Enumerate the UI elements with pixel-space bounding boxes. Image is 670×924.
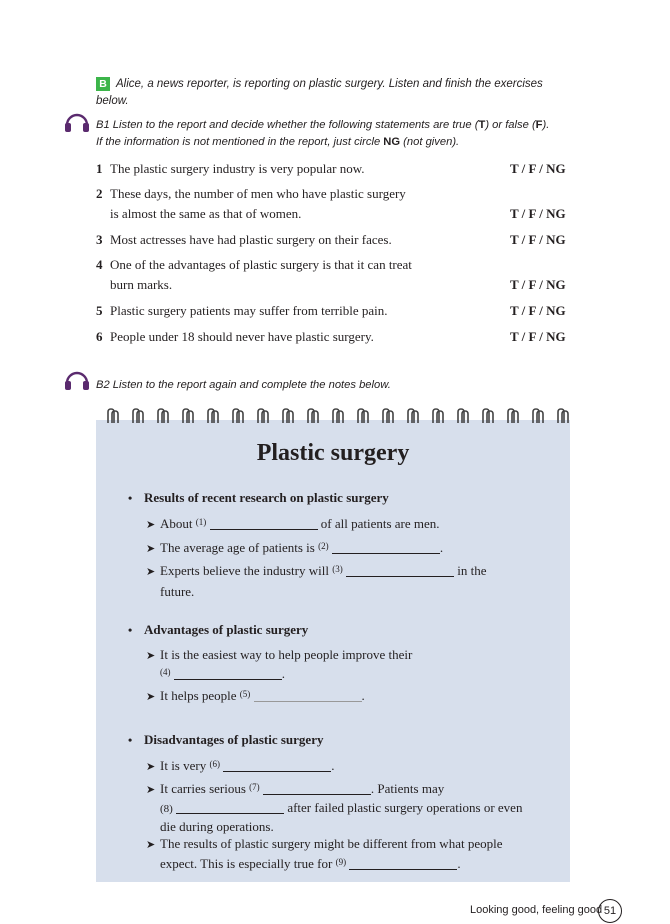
arrow-icon: ➤ (146, 691, 156, 703)
statement-number: 4 (96, 257, 103, 272)
note-text: About (160, 516, 196, 531)
note-7-8 (146, 777, 566, 837)
b1-instr-lead: B1 Listen to the report and decide whether the following statements are true ( (96, 119, 479, 131)
answer-blank-3[interactable] (346, 564, 454, 577)
statement-5 (96, 301, 576, 321)
tfng-choice[interactable]: T / F / NG (510, 206, 566, 221)
statement-number: 3 (96, 232, 103, 247)
statement-text: Plastic surgery patients may suffer from terrible pain. (110, 303, 388, 318)
note-text: It is the easiest way to help people improve their (160, 647, 413, 662)
answer-blank-1[interactable] (210, 517, 318, 530)
b1-false-symbol: F (535, 119, 543, 131)
spiral-ring-icon (431, 408, 444, 424)
note-text: . Patients may (370, 781, 445, 796)
spiral-ring-icon (281, 408, 294, 424)
statement-text: These days, the number of men who have plastic surgery (110, 186, 406, 201)
tfng-choice[interactable]: T / F / NG (510, 303, 566, 318)
note-text: of all patients are men. (317, 516, 440, 531)
statement-text: One of the advantages of plastic surgery is that it can treat (110, 257, 412, 272)
spiral-ring-icon (106, 408, 119, 424)
statement-number: 6 (96, 329, 103, 344)
note-text: . (439, 540, 444, 555)
spiral-ring-icon (206, 408, 219, 424)
statement-number: 5 (96, 303, 103, 318)
answer-blank-2[interactable] (332, 541, 440, 554)
spiral-ring-icon (531, 408, 544, 424)
note-text: It is very (160, 758, 210, 773)
b2-instructions: B2 Listen to the report again and complete the notes below. (96, 379, 391, 391)
note-text: It carries serious (160, 781, 250, 796)
blank-number: (6) (209, 759, 220, 769)
blank-number: (2) (318, 541, 329, 551)
tfng-choice[interactable]: T / F / NG (510, 161, 566, 176)
spiral-ring-icon (131, 408, 144, 424)
arrow-icon: ➤ (146, 784, 156, 796)
spiral-ring-icon (331, 408, 344, 424)
b1-ng-symbol: NG (383, 136, 401, 148)
note-text: die during operations. (160, 819, 274, 834)
arrow-icon: ➤ (146, 519, 156, 531)
headphones-icon[interactable] (64, 368, 90, 392)
answer-blank-8[interactable] (176, 801, 284, 814)
note-text: future. (160, 584, 195, 599)
blank-number: (5) (239, 689, 251, 699)
arrow-icon: ➤ (146, 543, 156, 555)
section-b-badge: B (96, 77, 110, 91)
note-text: in the (453, 563, 487, 578)
b1-instr-line2-tail: (not given). (400, 136, 460, 148)
note-3 (146, 559, 566, 602)
note-text: It helps people (160, 688, 240, 703)
statement-1 (96, 159, 576, 179)
statement-3 (96, 230, 576, 250)
tfng-choice[interactable]: T / F / NG (510, 277, 566, 292)
page-number: 51 (598, 899, 622, 923)
blank-number: (8) (160, 803, 173, 815)
advantages-heading (128, 622, 308, 638)
statement-text: Most actresses have had plastic surgery on their faces. (110, 232, 392, 247)
note-text: Experts believe the industry will (160, 563, 333, 578)
spiral-ring-icon (381, 408, 394, 424)
statement-number: 1 (96, 161, 103, 176)
answer-blank-7[interactable] (263, 782, 371, 795)
blank-number: (4) (160, 667, 171, 677)
headphones-icon[interactable] (64, 110, 90, 134)
note-text: expect. This is especially true for (160, 856, 336, 871)
tfng-choice[interactable]: T / F / NG (510, 232, 566, 247)
bullet-icon: • (128, 491, 133, 505)
statement-text: People under 18 should never have plastic surgery. (110, 329, 374, 344)
spiral-ring-icon (456, 408, 469, 424)
research-heading (128, 490, 389, 506)
notes-title: Plastic surgery (256, 440, 410, 466)
spiral-binding (98, 408, 572, 428)
note-text: after failed plastic surgery operations or even (284, 800, 523, 815)
spiral-ring-icon (156, 408, 169, 424)
statement-4 (96, 255, 576, 295)
answer-blank-9[interactable] (349, 857, 457, 870)
note-text: . (331, 758, 335, 773)
note-5 (146, 684, 566, 707)
statement-text: The plastic surgery industry is very popular now. (110, 161, 365, 176)
section-b-intro (96, 76, 566, 110)
answer-blank-4[interactable] (174, 667, 282, 680)
arrow-icon: ➤ (146, 566, 156, 578)
b1-instr-mid2: ). (542, 119, 550, 131)
spiral-ring-icon (506, 408, 519, 424)
b1-instructions (96, 117, 576, 151)
arrow-icon: ➤ (146, 650, 156, 662)
note-9 (146, 834, 566, 874)
bullet-icon: • (128, 623, 133, 637)
answer-blank-5[interactable] (254, 689, 362, 702)
spiral-ring-icon (556, 408, 569, 424)
section-b-intro-text: Alice, a news reporter, is reporting on plastic surgery. Listen and finish the exercises below. (96, 78, 543, 107)
heading-text: Disadvantages of plastic surgery (144, 732, 324, 747)
bullet-icon: • (128, 733, 133, 747)
note-1 (146, 512, 566, 535)
arrow-icon: ➤ (146, 761, 156, 773)
statement-6 (96, 327, 576, 347)
note-4 (146, 645, 566, 684)
blank-number: (1) (195, 517, 207, 527)
footer-title: Looking good, feeling good (470, 904, 603, 916)
statement-2 (96, 184, 576, 224)
blank-number: (7) (249, 782, 260, 792)
spiral-ring-icon (306, 408, 319, 424)
arrow-icon: ➤ (146, 839, 156, 851)
blank-number: (9) (335, 857, 347, 867)
spiral-ring-icon (356, 408, 369, 424)
heading-text: Results of recent research on plastic surgery (144, 490, 389, 505)
b1-instr-line2-lead: If the information is not mentioned in the report, just circle (96, 136, 384, 148)
spiral-ring-icon (181, 408, 194, 424)
note-text: . (457, 856, 461, 871)
tfng-choice[interactable]: T / F / NG (510, 329, 566, 344)
answer-blank-6[interactable] (223, 759, 331, 772)
note-text: The average age of patients is (160, 540, 319, 555)
spiral-ring-icon (256, 408, 269, 424)
statement-text-line2: is almost the same as that of women. (110, 206, 302, 221)
disadvantages-heading (128, 732, 323, 748)
statement-number: 2 (96, 186, 103, 201)
blank-number: (3) (332, 564, 343, 574)
note-text: . (281, 666, 285, 681)
heading-text: Advantages of plastic surgery (144, 622, 309, 637)
note-6 (146, 754, 566, 777)
spiral-ring-icon (481, 408, 494, 424)
spiral-ring-icon (406, 408, 419, 424)
spiral-ring-icon (231, 408, 244, 424)
statement-text-line2: burn marks. (110, 277, 173, 292)
b1-true-symbol: T (478, 119, 486, 131)
note-2 (146, 536, 566, 559)
b1-instr-mid: ) or false ( (485, 119, 536, 131)
note-text: . (361, 688, 365, 703)
note-text: The results of plastic surgery might be different from what people (160, 836, 503, 851)
